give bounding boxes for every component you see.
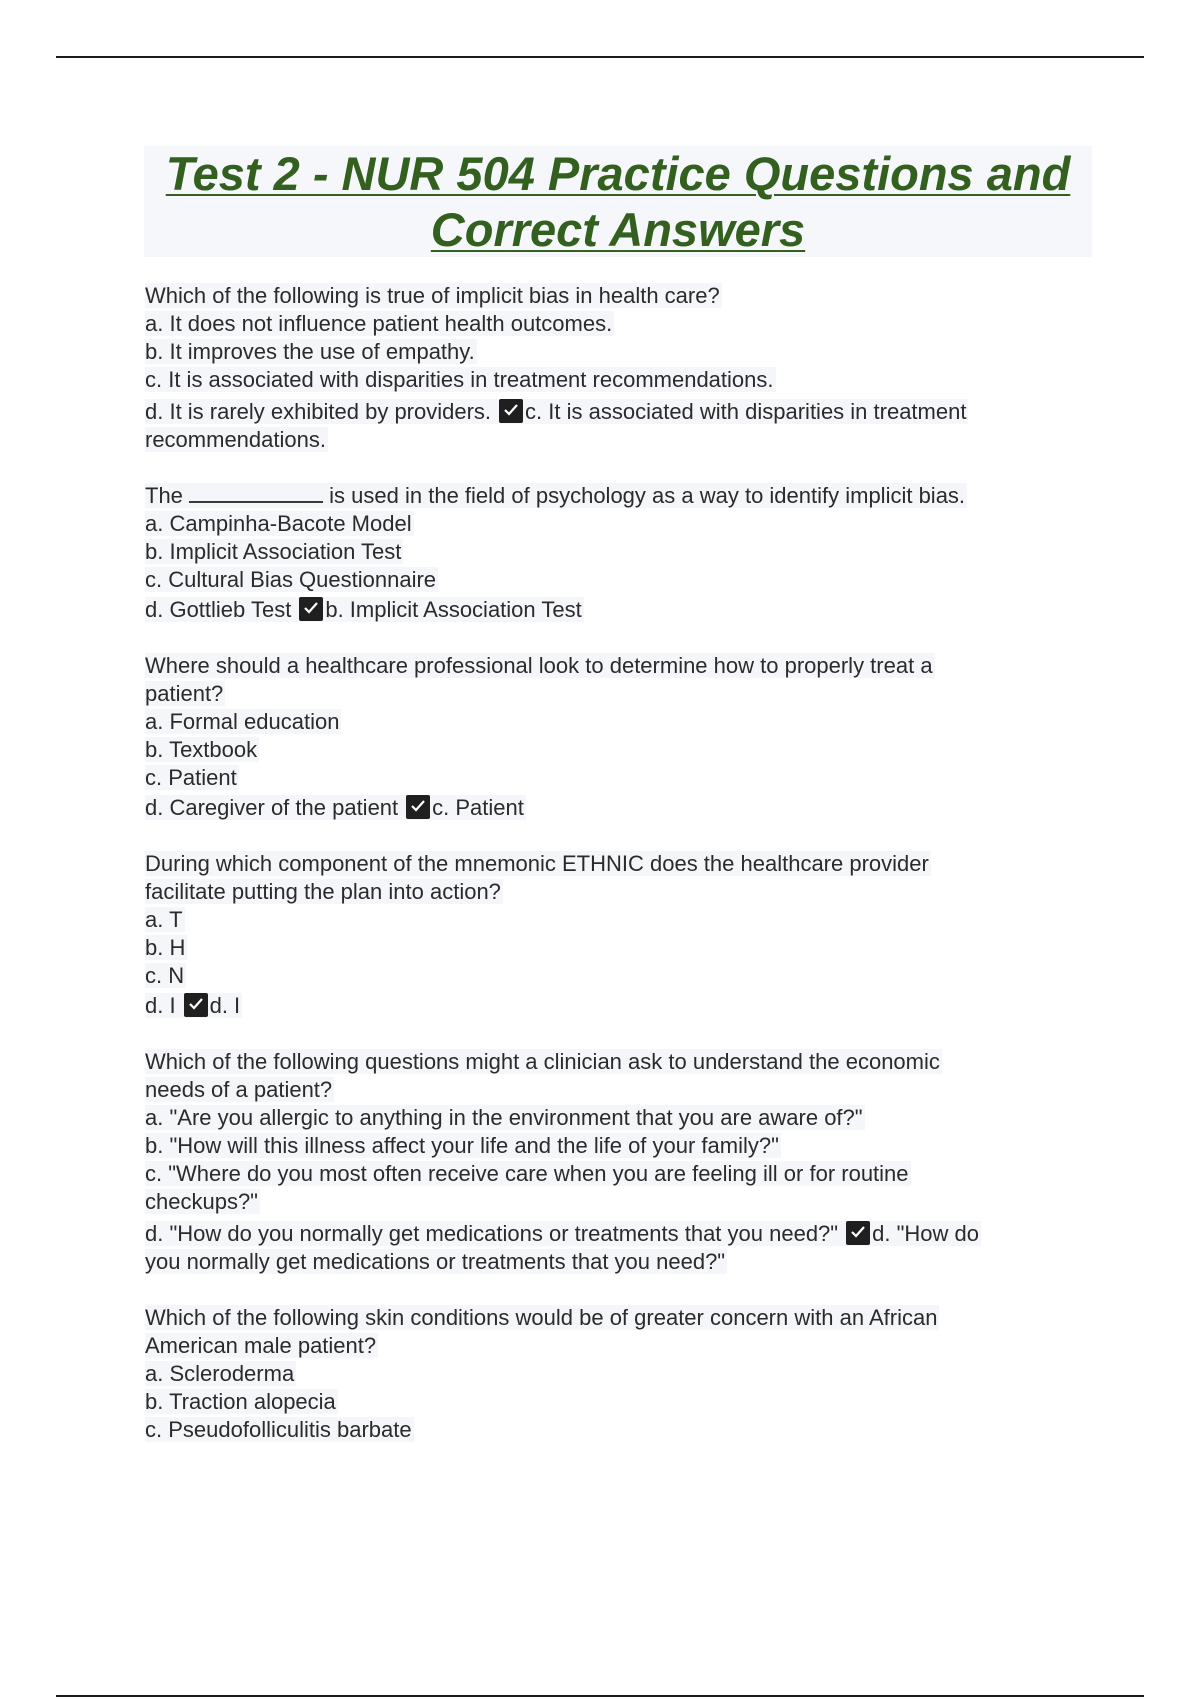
option-d-with-answer	[145, 596, 1065, 624]
checkmark-icon	[499, 399, 523, 423]
question-6	[145, 1304, 1065, 1444]
option-b: b. Implicit Association Test	[145, 539, 402, 564]
question-stem: The is used in the field of psychology as a way to identify implicit bias.	[145, 483, 966, 508]
document-title	[144, 146, 1092, 257]
correct-answer-continued: you normally get medications or treatments that you need?"	[145, 1249, 726, 1274]
question-4	[145, 850, 1065, 1020]
option-b: b. H	[145, 935, 186, 960]
option-a: a. T	[145, 907, 183, 932]
title-line-2: Correct Answers	[430, 203, 806, 256]
question-3	[145, 652, 1065, 822]
option-c: c. It is associated with disparities in treatment recommendations.	[145, 367, 774, 392]
option-b: b. Traction alopecia	[145, 1389, 336, 1414]
question-stem-continued: American male patient?	[145, 1333, 377, 1358]
question-stem: Which of the following is true of implicit bias in health care?	[145, 283, 720, 308]
question-stem-continued: facilitate putting the plan into action?	[145, 879, 501, 904]
option-c-continued: checkups?"	[145, 1189, 258, 1214]
option-b: b. It improves the use of empathy.	[145, 339, 475, 364]
question-stem: During which component of the mnemonic ETHNIC does the healthcare provider	[145, 851, 929, 876]
option-d-with-answer	[145, 398, 1065, 426]
correct-answer: c. It is associated with disparities in treatment	[525, 399, 967, 424]
option-c: c. N	[145, 963, 185, 988]
question-5	[145, 1048, 1065, 1276]
option-b: b. Textbook	[145, 737, 258, 762]
question-list	[145, 282, 1065, 1472]
option-c: c. Cultural Bias Questionnaire	[145, 567, 437, 592]
option-a: a. It does not influence patient health outcomes.	[145, 311, 613, 336]
question-stem-continued: patient?	[145, 681, 224, 706]
option-d: d. I	[145, 993, 176, 1018]
option-c: c. "Where do you most often receive care when you are feeling ill or for routine	[145, 1161, 909, 1186]
option-b: b. "How will this illness affect your life and the life of your family?"	[145, 1133, 779, 1158]
question-stem-continued: needs of a patient?	[145, 1077, 333, 1102]
option-d-with-answer	[145, 992, 1065, 1020]
top-rule	[56, 56, 1144, 58]
option-a: a. Campinha-Bacote Model	[145, 511, 412, 536]
option-d: d. Caregiver of the patient	[145, 795, 399, 820]
option-a: a. Formal education	[145, 709, 340, 734]
correct-answer: c. Patient	[432, 795, 524, 820]
option-c: c. Pseudofolliculitis barbate	[145, 1417, 412, 1442]
correct-answer: d. I	[209, 993, 241, 1018]
option-d-with-answer	[145, 794, 1065, 822]
question-stem: Which of the following questions might a clinician ask to understand the economic	[145, 1049, 940, 1074]
correct-answer: d. "How do	[872, 1221, 979, 1246]
option-a: a. Scleroderma	[145, 1361, 295, 1386]
option-a: a. "Are you allergic to anything in the environment that you are aware of?"	[145, 1105, 863, 1130]
correct-answer-continued: recommendations.	[145, 427, 326, 452]
checkmark-icon	[184, 993, 208, 1017]
checkmark-icon	[299, 597, 323, 621]
bottom-rule	[56, 1695, 1144, 1697]
option-c: c. Patient	[145, 765, 237, 790]
checkmark-icon	[406, 795, 430, 819]
option-d: d. "How do you normally get medications or treatments that you need?"	[145, 1221, 839, 1246]
option-d: d. It is rarely exhibited by providers.	[145, 399, 492, 424]
option-d: d. Gottlieb Test	[145, 597, 292, 622]
checkmark-icon	[846, 1221, 870, 1245]
option-d-with-answer	[145, 1220, 1065, 1248]
question-stem: Which of the following skin conditions would be of greater concern with an African	[145, 1305, 938, 1330]
question-stem: Where should a healthcare professional look to determine how to properly treat a	[145, 653, 933, 678]
fill-in-blank	[189, 483, 323, 503]
question-1	[145, 282, 1065, 454]
question-2	[145, 482, 1065, 624]
title-line-1: Test 2 - NUR 504 Practice Questions and	[165, 147, 1071, 200]
correct-answer: b. Implicit Association Test	[325, 597, 582, 622]
